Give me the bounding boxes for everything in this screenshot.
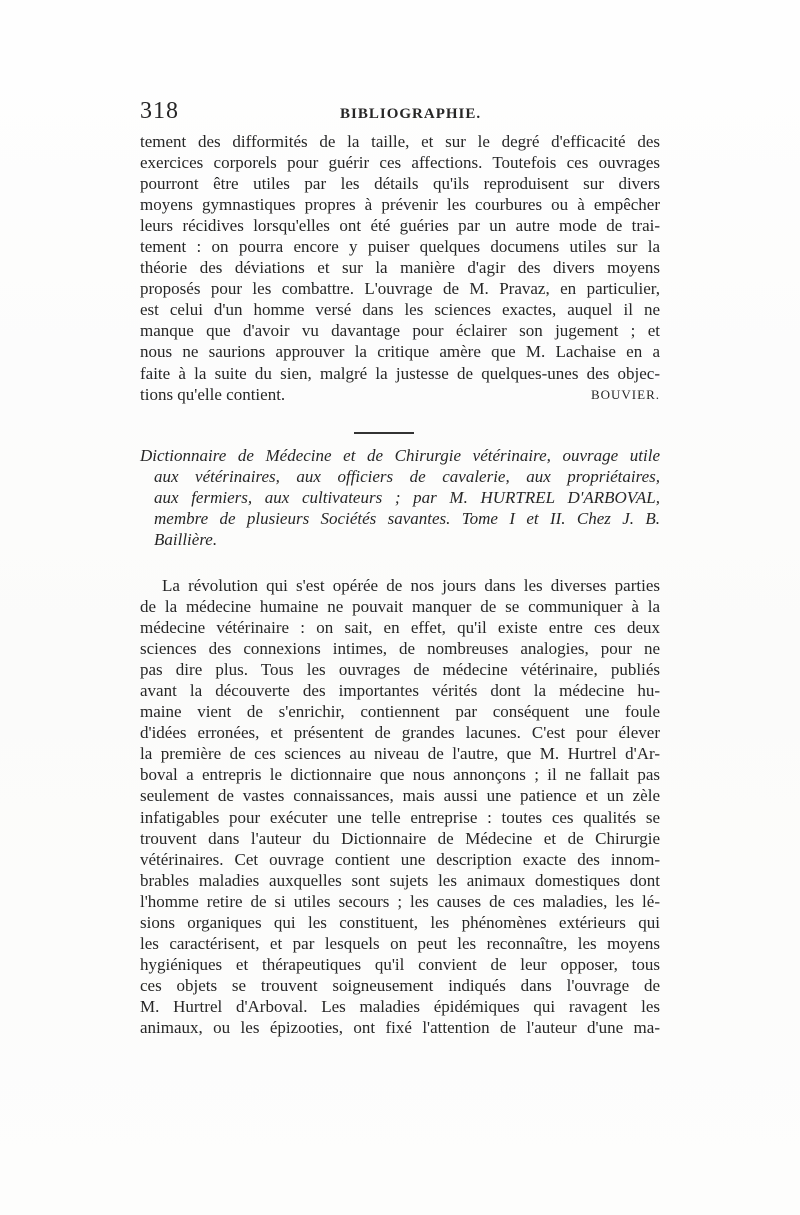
text-line: est celui d'un homme versé dans les sciences exactes, auquel il ne [140, 300, 660, 320]
text-line: hygiéniques et thérapeutiques qu'il convient de leur opposer, tous [140, 954, 660, 974]
text-line: ces objets se trouvent soigneusement indiqués dans l'ouvrage de [140, 975, 660, 995]
text-line: manque que d'avoir vu davantage pour éclairer son jugement ; et [140, 321, 660, 341]
text-line: La révolution qui s'est opérée de nos jours dans les diverses parties [162, 576, 660, 595]
text-line: moyens gymnastiques propres à prévenir les courbures ou à empêcher [140, 195, 660, 215]
text-line: avant la découverte des importantes vérités dont la médecine hu- [140, 681, 660, 701]
text-line: infatigables pour exécuter une telle entreprise : toutes ces qualités se [140, 807, 660, 827]
text-line: d'idées erronées, et présentent de grandes lacunes. C'est pour élever [140, 723, 660, 743]
text-line: pourront être utiles par les détails qu'ils reproduisent sur divers [140, 174, 660, 194]
text-line: médecine vétérinaire : on sait, en effet, qu'il existe entre ces deux [140, 618, 660, 638]
text-line: théorie des déviations et sur la manière d'agir des divers moyens [140, 258, 660, 278]
bibliographic-entry [140, 445, 660, 550]
text-line: sions organiques qui les constituent, les phénomènes extérieurs qui [140, 912, 660, 932]
text-line: la première de ces sciences au niveau de l'autre, que M. Hurtrel d'Ar- [140, 744, 660, 764]
text-line: leurs récidives lorsqu'elles ont été guéries par un autre mode de trai- [140, 216, 660, 236]
text-line: maine vient de s'enrichir, contiennent par conséquent une foule [140, 702, 660, 722]
text-line: animaux, ou les épizooties, ont fixé l'attention de l'auteur d'une ma- [140, 1017, 660, 1037]
text-line: l'homme retire de si utiles secours ; les causes de ces maladies, les lé- [140, 891, 660, 911]
entry-line: aux fermiers, aux cultivateurs ; par M. HURTREL D'ARBOVAL, [154, 488, 660, 508]
review-body [140, 575, 660, 1038]
text-line: tement : on pourra encore y puiser quelques documens utiles sur la [140, 237, 660, 257]
entry-line: Baillière. [154, 530, 218, 550]
entry-line: aux vétérinaires, aux officiers de cavalerie, aux propriétaires, [154, 467, 660, 487]
page-number: 318 [140, 98, 179, 124]
text-line: nous ne saurions approuver la critique amère que M. Lachaise en a [140, 342, 660, 362]
text-line: proposés pour les combattre. L'ouvrage de M. Pravaz, en particulier, [140, 279, 660, 299]
text-line: de la médecine humaine ne pouvait manquer de se communiquer à la [140, 597, 660, 617]
entry-line: membre de plusieurs Sociétés savantes. Tome I et II. Chez J. B. [154, 509, 660, 529]
text-line: tement des difformités de la taille, et sur le degré d'efficacité des [140, 132, 660, 151]
entry-line: Dictionnaire de Médecine et de Chirurgie vétérinaire, ouvrage utile [140, 446, 660, 465]
section-separator-rule [354, 432, 414, 434]
text-line: seulement de vastes connaissances, mais aussi une patience et un zèle [140, 786, 660, 806]
text-line: M. Hurtrel d'Arboval. Les maladies épidémiques qui ravagent les [140, 996, 660, 1016]
text-line: sciences des connexions intimes, de nombreuses analogies, pour ne [140, 639, 660, 659]
text-line: les caractérisent, et par lesquels on peut les reconnaître, les moyens [140, 933, 660, 953]
text-line: exercices corporels pour guérir ces affections. Toutefois ces ouvrages [140, 153, 660, 173]
running-head: BIBLIOGRAPHIE. [340, 106, 482, 122]
review-conclusion [140, 131, 660, 405]
text-line: trouvent dans l'auteur du Dictionnaire de Médecine et de Chirurgie [140, 828, 660, 848]
page-header [140, 98, 660, 130]
author-signature: BOUVIER. [590, 386, 660, 402]
text-line: boval a entrepris le dictionnaire que nous annonçons ; il ne fallait pas [140, 765, 660, 785]
text-line: brables maladies auxquelles sont sujets les animaux domestiques dont [140, 870, 660, 890]
text-line: tions qu'elle contient. [140, 384, 286, 404]
text-line: faite à la suite du sien, malgré la justesse de quelques-unes des objec- [140, 363, 660, 383]
text-line: vétérinaires. Cet ouvrage contient une description exacte des innom- [140, 849, 660, 869]
text-line: pas dire plus. Tous les ouvrages de médecine vétérinaire, publiés [140, 660, 660, 680]
text-line-with-signature [140, 384, 660, 405]
